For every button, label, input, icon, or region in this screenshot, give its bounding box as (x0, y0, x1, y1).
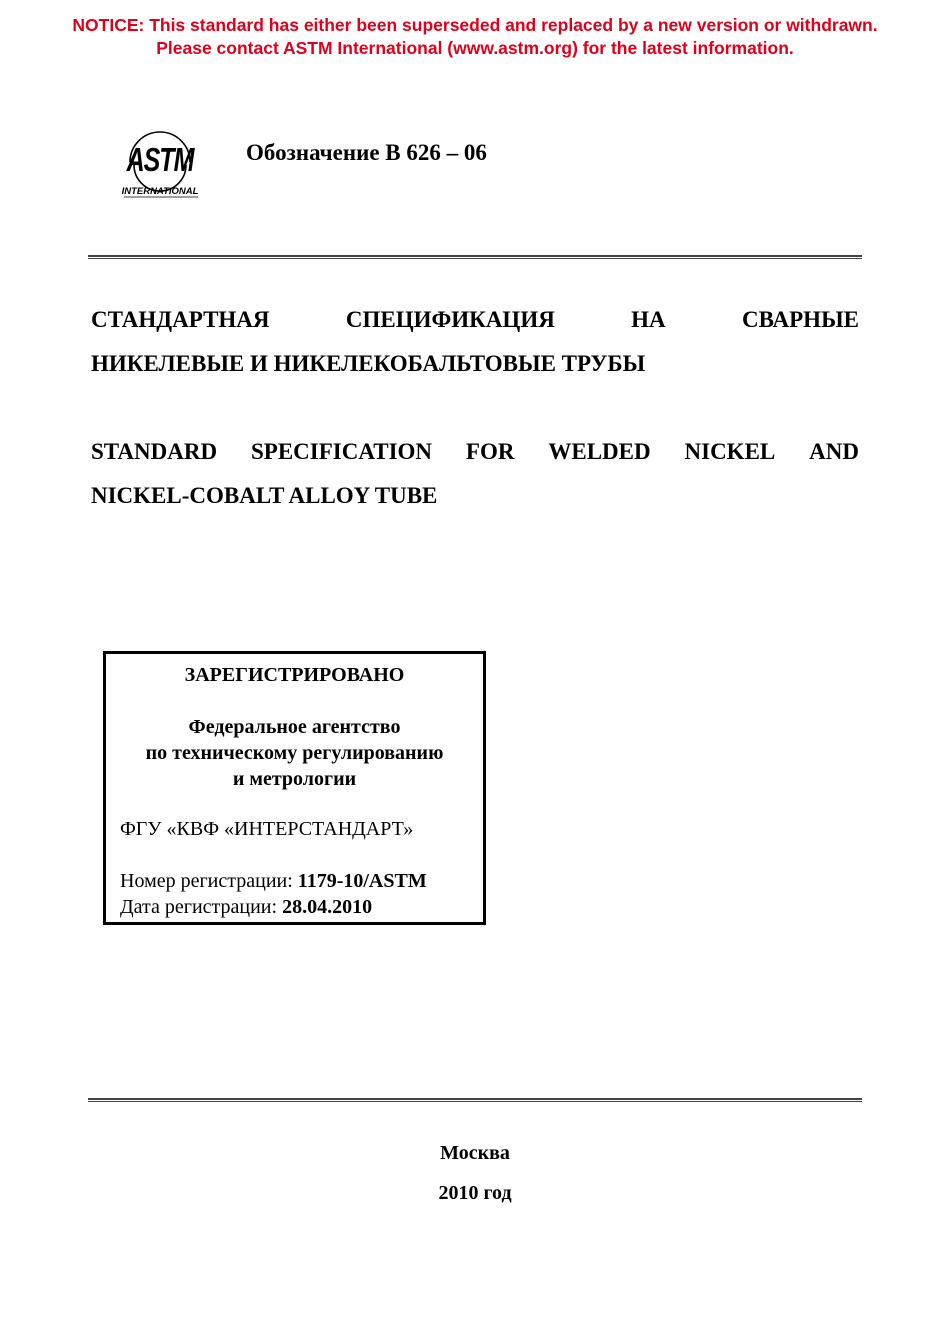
title-word: СТАНДАРТНАЯ (91, 307, 270, 332)
title-english-line-2: NICKEL-COBALT ALLOY TUBE (91, 483, 438, 508)
notice-line-2: Please contact ASTM International (www.astm.org) for the latest information. (156, 38, 794, 58)
stamp-registration (120, 868, 427, 920)
astm-logo-icon (118, 124, 202, 200)
title-word: NICKEL (684, 439, 776, 464)
divider-top (88, 255, 862, 259)
title-russian (91, 298, 859, 386)
agency-line-1: Федеральное агентство (188, 716, 401, 738)
notice-banner (0, 14, 950, 60)
title-russian-line-2: НИКЕЛЕВЫЕ И НИКЕЛЕКОБАЛЬТОВЫЕ ТРУБЫ (91, 351, 646, 376)
title-english-line-1 (91, 430, 859, 474)
city: Москва (440, 1142, 510, 1164)
year: 2010 год (438, 1182, 512, 1204)
title-word: FOR (465, 439, 515, 464)
title-word: STANDARD (91, 439, 218, 464)
registration-stamp (103, 651, 486, 925)
designation: Обозначение B 626 – 06 (246, 140, 487, 165)
agency-line-2: по техническому регулированию (145, 742, 444, 764)
registration-number: 1179-10/ASTM (297, 870, 427, 892)
stamp-organization: ФГУ «КВФ «ИНТЕРСТАНДАРТ» (120, 818, 414, 840)
title-word: SPECIFICATION (250, 439, 433, 464)
title-russian-line-1 (91, 298, 859, 342)
title-word: СВАРНЫЕ (742, 307, 859, 332)
registration-number-label: Номер регистрации: (120, 870, 298, 892)
registration-date-row (120, 894, 427, 920)
title-word: WELDED (548, 439, 651, 464)
title-english (91, 430, 859, 518)
registration-date: 28.04.2010 (282, 896, 373, 918)
registration-date-label: Дата регистрации: (120, 896, 283, 918)
logo-wordmark: INTERNATIONAL (121, 186, 199, 197)
stamp-agency (106, 714, 483, 792)
title-word: СПЕЦИФИКАЦИЯ (345, 307, 555, 332)
agency-line-3: и метрологии (232, 768, 357, 790)
stamp-heading: ЗАРЕГИСТРИРОВАНО (184, 664, 405, 686)
logo-letters: ASTM (126, 141, 194, 180)
title-word: AND (809, 439, 859, 464)
registration-number-row (120, 868, 427, 894)
notice-line-1: NOTICE: This standard has either been superseded and replaced by a new version or withdrawn. (72, 15, 878, 35)
title-word: НА (631, 307, 666, 332)
divider-bottom (88, 1098, 862, 1102)
